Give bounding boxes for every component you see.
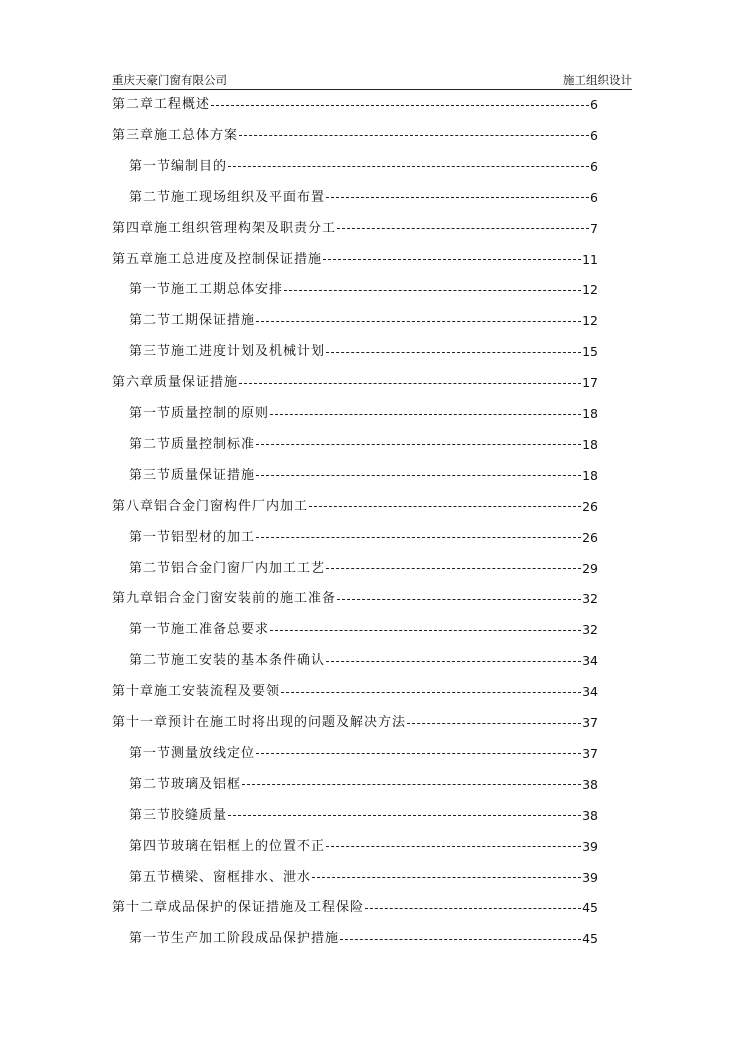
toc-entry-title: 第三节质量保证措施 bbox=[129, 467, 256, 483]
toc-page-number: 18 bbox=[582, 467, 598, 483]
page-header bbox=[112, 72, 632, 88]
toc-section-entry[interactable] bbox=[129, 868, 598, 888]
toc-dot-leader bbox=[326, 661, 581, 662]
toc-dot-leader bbox=[326, 568, 581, 569]
toc-entry-title: 第六章质量保证措施 bbox=[112, 375, 239, 391]
toc-entry-title: 第一节施工工期总体安排 bbox=[129, 282, 284, 298]
toc-dot-leader bbox=[312, 877, 581, 878]
document-title: 施工组织设计 bbox=[563, 73, 632, 87]
toc-page-number: 45 bbox=[582, 900, 598, 916]
toc-page-number: 6 bbox=[590, 97, 598, 112]
toc-entry-title: 第五章施工总进度及控制保证措施 bbox=[112, 251, 323, 267]
toc-section-entry[interactable] bbox=[129, 435, 598, 455]
toc-chapter-entry[interactable] bbox=[112, 126, 598, 146]
toc-dot-leader bbox=[326, 352, 581, 353]
toc-dot-leader bbox=[256, 444, 581, 445]
toc-entry-title: 第二章工程概述 bbox=[112, 97, 211, 112]
toc-page-number: 32 bbox=[582, 591, 598, 607]
toc-entry-title: 第二节铝合金门窗厂内加工工艺 bbox=[129, 560, 326, 576]
toc-dot-leader bbox=[270, 414, 581, 415]
toc-dot-leader bbox=[228, 815, 581, 816]
toc-dot-leader bbox=[337, 228, 589, 229]
toc-chapter-entry[interactable] bbox=[112, 589, 598, 609]
toc-dot-leader bbox=[281, 692, 581, 693]
toc-page-number: 39 bbox=[582, 869, 598, 885]
toc-section-entry[interactable] bbox=[129, 837, 598, 857]
toc-entry-title: 第二节玻璃及铝框 bbox=[129, 776, 242, 792]
toc-entry-title: 第二节质量控制标准 bbox=[129, 436, 256, 452]
toc-dot-leader bbox=[270, 630, 581, 631]
toc-section-entry[interactable] bbox=[129, 528, 598, 548]
toc-page-number: 29 bbox=[582, 560, 598, 576]
toc-page-number: 15 bbox=[582, 344, 598, 360]
toc-entry-title: 第十章施工安装流程及要领 bbox=[112, 684, 281, 700]
toc-chapter-entry[interactable] bbox=[112, 713, 598, 733]
toc-dot-leader bbox=[256, 753, 581, 754]
toc-page-number: 6 bbox=[590, 189, 598, 205]
toc-page-number: 17 bbox=[582, 375, 598, 391]
toc-section-entry[interactable] bbox=[129, 311, 598, 331]
toc-section-entry[interactable] bbox=[129, 404, 598, 424]
toc-chapter-entry[interactable] bbox=[112, 219, 598, 239]
toc-dot-leader bbox=[323, 259, 581, 260]
toc-entry-title: 第一节质量控制的原则 bbox=[129, 406, 270, 421]
toc-dot-leader bbox=[239, 135, 589, 136]
toc-page-number: 12 bbox=[582, 313, 598, 329]
toc-page-number: 38 bbox=[582, 776, 598, 792]
toc-page-number: 18 bbox=[582, 436, 598, 452]
toc-section-entry[interactable] bbox=[129, 466, 598, 486]
toc-section-entry[interactable] bbox=[129, 775, 598, 795]
toc-chapter-entry[interactable] bbox=[112, 898, 598, 918]
toc-dot-leader bbox=[256, 475, 581, 476]
toc-entry-title: 第一节铝型材的加工 bbox=[129, 529, 256, 545]
toc-entry-title: 第一节施工准备总要求 bbox=[129, 622, 270, 638]
toc-page-number: 18 bbox=[582, 406, 598, 421]
toc-page-number: 26 bbox=[582, 529, 598, 545]
toc-dot-leader bbox=[326, 197, 589, 198]
toc-entry-title: 第三节胶缝质量 bbox=[129, 807, 228, 823]
toc-entry-title: 第五节横梁、窗框排水、泄水 bbox=[129, 869, 312, 885]
toc-entry-title: 第四节玻璃在铝框上的位置不正 bbox=[129, 838, 326, 854]
toc-chapter-entry[interactable] bbox=[112, 250, 598, 270]
toc-entry-title: 第三节施工进度计划及机械计划 bbox=[129, 344, 326, 360]
toc-chapter-entry[interactable] bbox=[112, 373, 598, 393]
toc-dot-leader bbox=[239, 383, 581, 384]
toc-section-entry[interactable] bbox=[129, 744, 598, 764]
toc-dot-leader bbox=[326, 846, 581, 847]
toc-dot-leader bbox=[284, 290, 581, 291]
toc-page-number: 6 bbox=[590, 127, 598, 143]
toc-entry-title: 第四章施工组织管理构架及职责分工 bbox=[112, 220, 337, 236]
toc-section-entry[interactable] bbox=[129, 929, 598, 949]
toc-page-number: 38 bbox=[582, 807, 598, 823]
toc-section-entry[interactable] bbox=[129, 806, 598, 826]
toc-entry-title: 第二节施工安装的基本条件确认 bbox=[129, 653, 326, 669]
toc-page-number: 6 bbox=[590, 158, 598, 174]
toc-dot-leader bbox=[228, 166, 589, 167]
header-rule bbox=[112, 89, 632, 90]
toc-dot-leader bbox=[340, 939, 581, 940]
toc-dot-leader bbox=[309, 506, 581, 507]
toc-entry-title: 第一节测量放线定位 bbox=[129, 745, 256, 761]
toc-entry-title: 第二节施工现场组织及平面布置 bbox=[129, 189, 326, 205]
toc-section-entry[interactable] bbox=[129, 188, 598, 208]
toc-page-number: 37 bbox=[582, 745, 598, 761]
toc-chapter-entry[interactable] bbox=[112, 682, 598, 702]
toc-dot-leader bbox=[211, 105, 589, 106]
toc-entry-title: 第八章铝合金门窗构件厂内加工 bbox=[112, 498, 309, 514]
company-name: 重庆天豪门窗有限公司 bbox=[112, 73, 227, 87]
toc-entry-title: 第一节生产加工阶段成品保护措施 bbox=[129, 931, 340, 947]
toc-page-number: 39 bbox=[582, 838, 598, 854]
toc-page-number: 12 bbox=[582, 282, 598, 298]
toc-dot-leader bbox=[365, 908, 581, 909]
toc-entry-title: 第十一章预计在施工时将出现的问题及解决方法 bbox=[112, 715, 407, 730]
toc-dot-leader bbox=[256, 321, 581, 322]
toc-entry-title: 第十二章成品保护的保证措施及工程保险 bbox=[112, 900, 365, 916]
toc-page-number: 34 bbox=[582, 684, 598, 700]
toc-section-entry[interactable] bbox=[129, 342, 598, 362]
toc-section-entry[interactable] bbox=[129, 157, 598, 177]
toc-entry-title: 第三章施工总体方案 bbox=[112, 127, 239, 143]
toc-dot-leader bbox=[242, 784, 581, 785]
toc-page-number: 45 bbox=[582, 931, 598, 947]
toc-entry-title: 第九章铝合金门窗安装前的施工准备 bbox=[112, 591, 337, 607]
toc-chapter-entry[interactable] bbox=[112, 497, 598, 517]
toc-section-entry[interactable] bbox=[129, 280, 598, 300]
toc-page-number: 11 bbox=[582, 251, 598, 267]
toc-dot-leader bbox=[337, 599, 581, 600]
toc-chapter-entry[interactable] bbox=[112, 95, 598, 115]
toc-section-entry[interactable] bbox=[129, 651, 598, 671]
toc-entry-title: 第二节工期保证措施 bbox=[129, 313, 256, 329]
toc-page-number: 26 bbox=[582, 498, 598, 514]
toc-dot-leader bbox=[256, 537, 581, 538]
toc-section-entry[interactable] bbox=[129, 620, 598, 640]
toc-page-number: 34 bbox=[582, 653, 598, 669]
toc-section-entry[interactable] bbox=[129, 559, 598, 579]
toc-page-number: 37 bbox=[582, 715, 598, 730]
toc-page-number: 7 bbox=[590, 220, 598, 236]
toc-page-number: 32 bbox=[582, 622, 598, 638]
toc-entry-title: 第一节编制目的 bbox=[129, 158, 228, 174]
toc-dot-leader bbox=[407, 723, 581, 724]
